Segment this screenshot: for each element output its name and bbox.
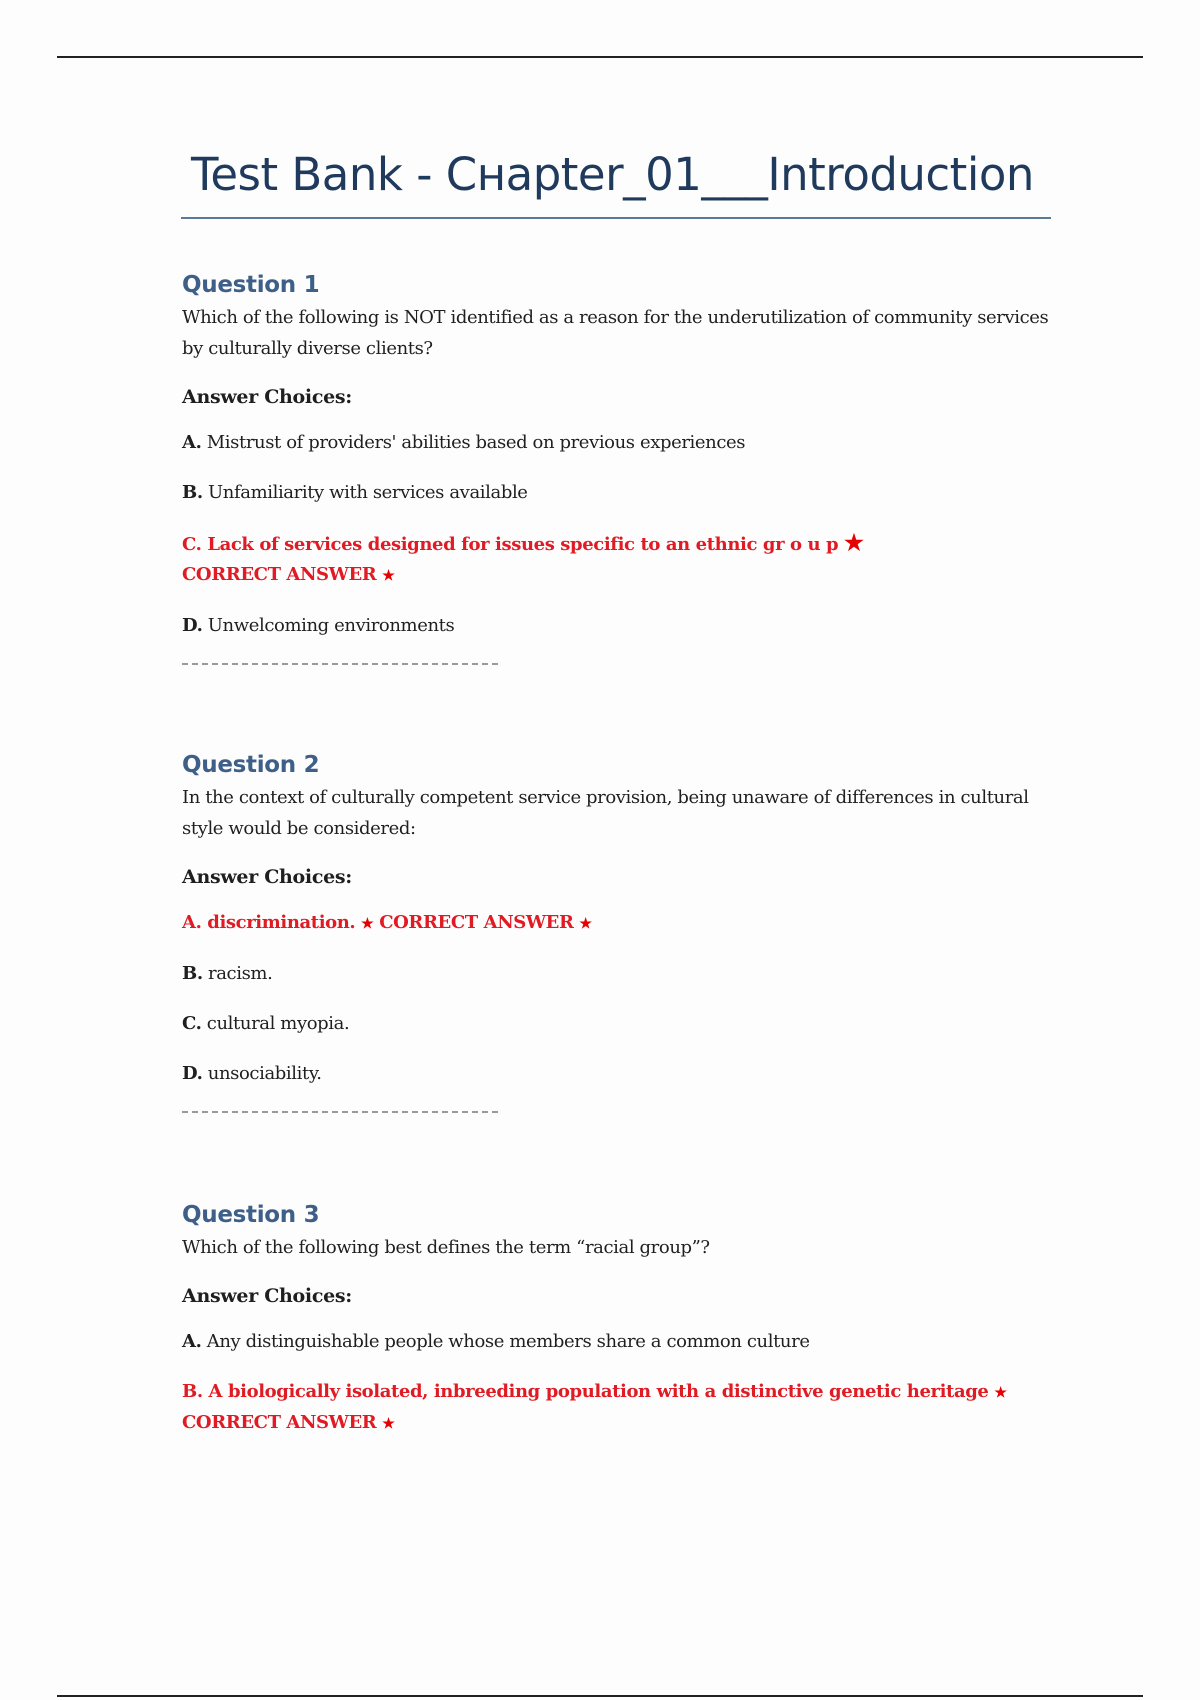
question-text: Which of the following best defines the term “racial group”? (182, 1237, 710, 1258)
choice-text: Unfamiliarity with services available (202, 482, 528, 503)
question-heading: Question 1 (182, 272, 320, 298)
choice-letter: D. (182, 615, 203, 636)
choice-text: A biologically isolated, inbreeding population with a distinctive genetic heritage (202, 1381, 989, 1402)
title-underline (181, 217, 1051, 219)
correct-answer-label: CORRECT ANSWER (182, 1412, 377, 1433)
answer-choice-d (182, 611, 1062, 641)
choice-text: racism. (202, 963, 273, 984)
answer-choice-d (182, 1059, 1062, 1089)
answer-choices-label: Answer Choices: (182, 866, 353, 888)
choice-letter: C. (182, 1013, 202, 1034)
question-separator (182, 663, 498, 665)
choice-letter: A. (182, 1331, 202, 1352)
answer-choice-c (182, 1009, 1062, 1039)
choice-letter: D. (182, 1063, 203, 1084)
choice-text: Unwelcoming environments (202, 615, 455, 636)
star-icon: ★ (579, 916, 592, 932)
answer-choice-b-correct (182, 1377, 1062, 1439)
choice-text: cultural myopia. (201, 1013, 350, 1034)
answer-choice-a-correct (182, 908, 1062, 939)
answer-choice-b (182, 478, 1062, 508)
question-text: Which of the following is NOT identified as a reason for the underutilization of community services by culturally diverse clients? (182, 307, 1049, 359)
choice-letter: C. (182, 534, 202, 555)
question-text: In the context of culturally competent service provision, being unaware of differences in cultural style would be considered: (182, 787, 1029, 839)
star-icon: ★ (382, 1416, 395, 1432)
answer-choices-label: Answer Choices: (182, 386, 353, 408)
answer-choice-a (182, 1327, 1062, 1357)
star-icon: ★ (361, 916, 374, 932)
correct-answer-label: CORRECT ANSWER (379, 912, 574, 933)
page-bottom-rule (57, 1695, 1143, 1697)
document-title: Test Bank - Cнapter_01___Introduction (191, 148, 1034, 201)
answer-choices-label: Answer Choices: (182, 1285, 353, 1307)
choice-text: unsociability. (202, 1063, 322, 1084)
question-2 (182, 750, 1062, 1113)
choice-text: discrimination. (201, 912, 356, 933)
star-icon: ★ (382, 568, 395, 584)
choice-text: Mistrust of providers' abilities based on previous experiences (201, 432, 746, 453)
question-heading: Question 2 (182, 752, 320, 778)
choice-letter: B. (182, 1381, 203, 1402)
question-separator (182, 1111, 498, 1113)
question-1 (182, 270, 1062, 665)
star-icon: ★ (844, 530, 864, 556)
choice-letter: B. (182, 482, 203, 503)
answer-choice-b (182, 959, 1062, 989)
question-heading: Question 3 (182, 1202, 320, 1228)
choice-letter: B. (182, 963, 203, 984)
answer-choice-a (182, 428, 1062, 458)
question-3 (182, 1200, 1062, 1439)
star-icon: ★ (994, 1385, 1007, 1401)
choice-letter: A. (182, 912, 202, 933)
correct-answer-label: CORRECT ANSWER (182, 564, 377, 585)
title-block (181, 145, 1051, 219)
choice-letter: A. (182, 432, 202, 453)
choice-text: Lack of services designed for issues specific to an ethnic gr o u p (201, 534, 839, 555)
page-top-rule (57, 56, 1143, 58)
choice-text: Any distinguishable people whose members share a common culture (201, 1331, 810, 1352)
answer-choice-c-correct (182, 528, 1062, 591)
